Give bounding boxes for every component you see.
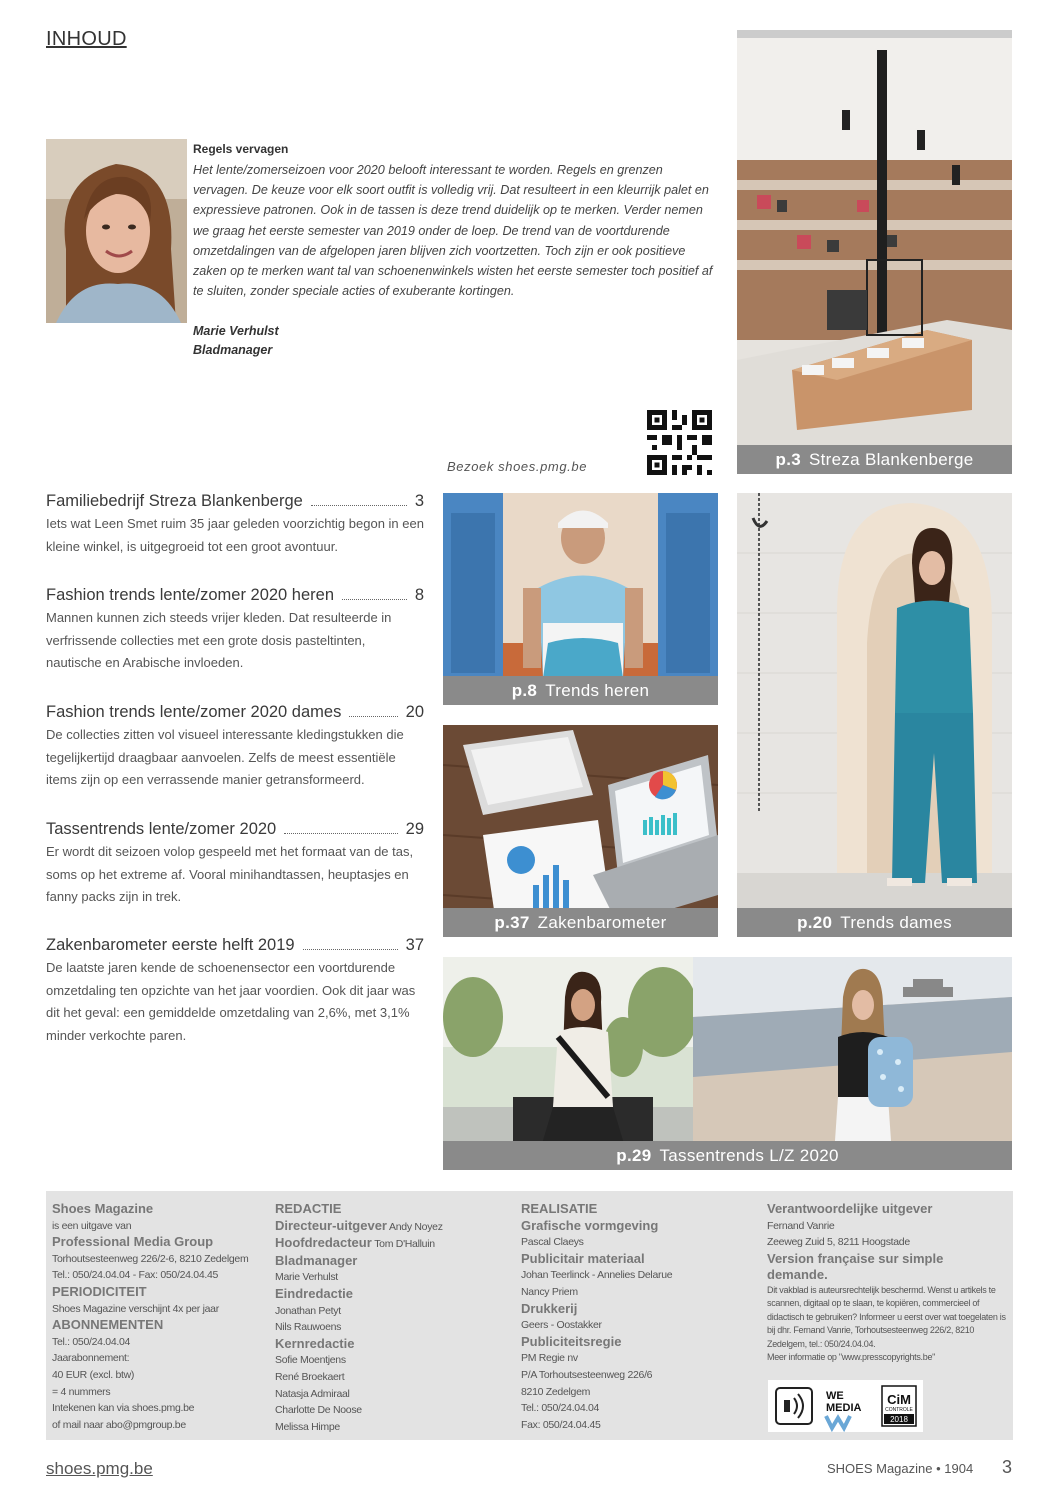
toc-item[interactable] [46,703,424,792]
toc-title: Familiebedrijf Streza Blankenberge [46,492,303,510]
toc-title: Zakenbarometer eerste helft 2019 [46,936,295,954]
logo-we-text: WE [826,1390,844,1402]
author-name: Marie Verhulst [193,324,279,338]
visit-website-text[interactable]: Bezoek shoes.pmg.be [447,459,588,474]
caption-label: Trends dames [840,912,952,932]
caption-page: p.37 [494,912,530,932]
toc-description: De laatste jaren kende de schoenensector een voortdurende omzetdaling ten opzichte van het jaar voordien. Ook dit jaar was dit het geval: een gemiddelde omzetdaling van 2,6%, met 3,1% minder verkochte paren. [46,960,416,1043]
colophon [46,1191,1013,1440]
toc-description: Mannen kunnen zich steeds vrijer kleden. Dat resulteerde in verfrissende collecties met een grote dosis pasteltinten, nautische en Arabische invloeden. [46,610,392,670]
editorial-signature [193,322,279,360]
toc-title: Tassentrends lente/zomer 2020 [46,820,277,838]
caption-streza [737,445,1012,474]
qr-code-icon[interactable] [647,410,712,475]
toc-item[interactable] [46,820,424,909]
footer-website-link[interactable]: shoes.pmg.be [46,1459,153,1478]
editorial-title: Regels vervagen [193,142,289,156]
caption-tassen [443,1141,1012,1170]
logo-year-text: 2018 [890,1415,908,1424]
page-number: 3 [1002,1457,1013,1477]
colophon-uitgever: Verantwoordelijke uitgever Fernand Vanrie Zeeweg Zuid 5, 8211 Hoogstade Version française sur simple demande. Dit vakblad is auteursrechtelijk beschermd. Wenst u artikels te scannen, digitaal op te slaan, te kopiëren, commercieel of didactisch te gebruiken? Informeer u eerst over wat toegelaten is bij dhr. Fernand Vanrie, Torhoutsesteenweg 226/2, 8210 Zedelgem, tel.: 050/24.04.04. Meer informatie op "www.presscopyrights.be" [767,1201,1006,1363]
logo-cim-text: CiM [887,1392,911,1407]
member-logos [768,1380,923,1432]
page-title: INHOUD [46,28,127,50]
editorial [193,142,713,301]
toc-page: 3 [414,492,424,510]
caption-page: p.20 [797,912,833,932]
photo-trends-heren[interactable] [443,493,718,705]
colophon-realisatie: REALISATIE Grafische vormgeving Pascal Claeys Publicitair materiaal Johan Teerlinck - Annelies Delarue Nancy Priem Drukkerij Geers - Oostakker Publiciteitsregie PM Regie nv P/A Torhoutsesteenweg 226/6 8210 Zedelgem Tel.: 050/24.04.04 Fax: 050/24.04.45 [521,1201,673,1431]
logo-media-text: MEDIA [826,1402,862,1414]
toc-page: 20 [405,703,424,721]
toc-item[interactable] [46,492,424,558]
toc-title: Fashion trends lente/zomer 2020 heren [46,586,335,604]
logo-controle-text: CONTROLE [885,1407,913,1413]
caption-page: p.8 [511,680,538,700]
caption-label: Streza Blankenberge [808,449,974,469]
caption-dames [737,908,1012,937]
photo-streza-shop[interactable] [737,30,1012,474]
cim-logo-icon [882,1386,916,1426]
caption-heren [443,676,718,705]
toc-item[interactable] [46,936,424,1047]
toc-item[interactable] [46,586,424,675]
toc-page: 37 [405,936,424,954]
toc-description: Iets wat Leen Smet ruim 35 jaar geleden voorzichtig begon in een kleine winkel, is uitgegroeid tot een groot avontuur. [46,516,424,554]
toc-title: Fashion trends lente/zomer 2020 dames [46,703,342,721]
caption-zaken [443,908,718,937]
photo-tassentrends[interactable] [443,957,1012,1170]
footer-magazine-issue: SHOES Magazine • 1904 [827,1461,974,1476]
author-portrait [46,139,187,323]
caption-label: Zakenbarometer [537,912,667,932]
caption-label: Tassentrends L/Z 2020 [659,1145,839,1165]
toc-description: Er wordt dit seizoen volop gespeeld met het formaat van de tas, soms op het extreme af. Vooral minihandtassen, heuptasjes en fanny packs zijn in trek. [46,844,414,904]
colophon-publisher: Shoes Magazine is een uitgave van Professional Media Group Torhoutsesteenweg 226/2-6, 8210 Zedelgem Tel.: 050/24.04.04 - Fax: 050/24.04.45 PERIODICITEIT Shoes Magazine verschijnt 4x per jaar ABONNEMENTEN Tel.: 050/24.04.04 Jaarabonnement: 40 EUR (excl. btw) = 4 nummers Intekenen kan via shoes.pmg.be of mail naar abo@pmgroup.be [52,1201,249,1431]
photo-trends-dames[interactable] [737,493,1012,937]
caption-page: p.29 [616,1145,652,1165]
photo-zakenbarometer[interactable] [443,725,718,937]
author-role: Bladmanager [193,343,273,357]
caption-label: Trends heren [545,680,650,700]
editorial-body: Het lente/zomerseizoen voor 2020 belooft interessant te worden. Regels en grenzen vervagen. De keuze voor elk soort outfit is volledig vrij. Dat resulteert in een kleurrijk palet en expressieve patronen. Ook in de tassen is deze trend duidelijk op te merken. Verder nemen we graag het eerste semester van 2019 onder de loep. De trend van de voortdurende omzetdalingen van de afgelopen jaren blijven zich voortzetten. Toch zijn er ook positieve zaken op te merken want tal van schoenenwinkels wisten het eerste semester toch positief af te sluiten, zonder speciale acties of exuberante kortingen. [193,163,713,299]
toc-page: 29 [405,820,424,838]
toc-page: 8 [414,586,424,604]
toc-description: De collecties zitten vol visueel interessante kledingstukken die tegelijkertijd draagbaar aanvoelen. Zelfs de meest essentiële items zijn op een verrassende manier getransformeerd. [46,727,404,787]
we-media-logo-icon [826,1390,862,1428]
caption-page: p.3 [775,449,801,469]
colophon-redactie: REDACTIE Directeur-uitgever Andy Noyez Hoofdredacteur Tom D'Halluin Bladmanager Marie Verhulst Eindredactie Jonathan Petyt Nils Rauwoens Kernredactie Sofie Moentjens René Broekaert Natasja Admiraal Charlotte De Noose Melissa Himpe [275,1201,443,1433]
press-copyrights-logo-icon [776,1388,812,1424]
